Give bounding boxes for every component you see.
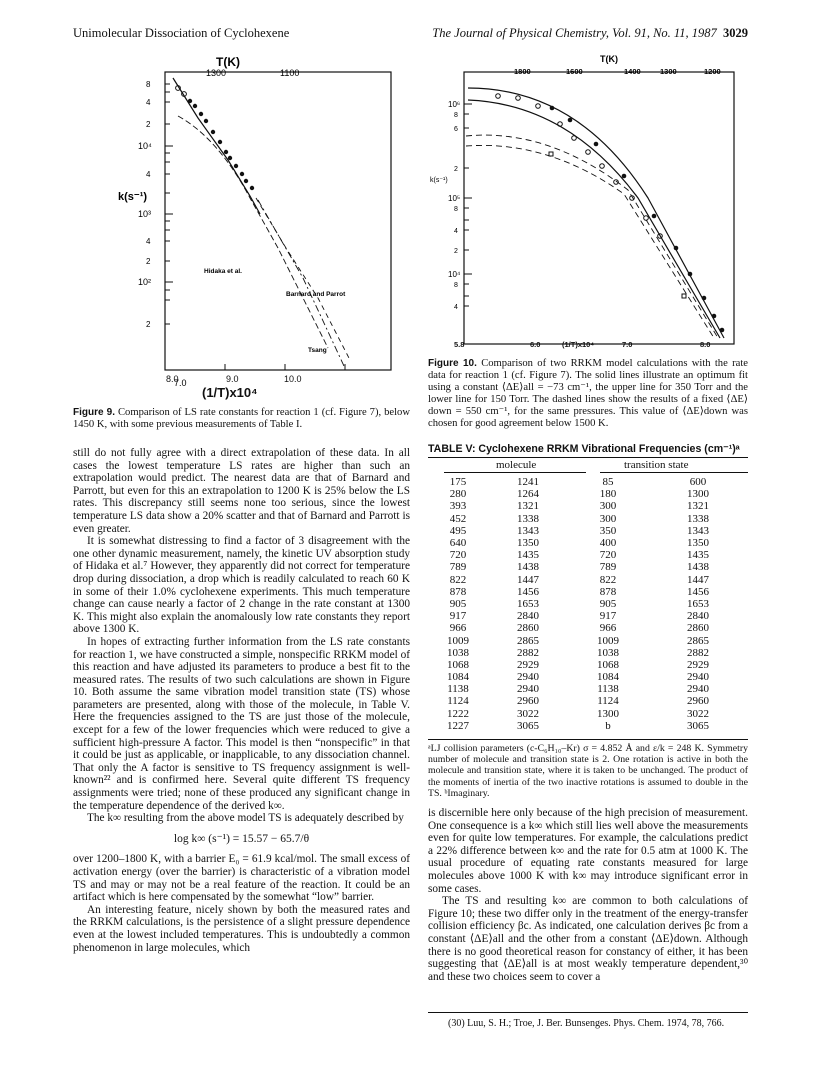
table-cell: 1456 bbox=[517, 585, 539, 598]
fig9-annotation-hidaka: Hidaka et al. bbox=[204, 268, 242, 275]
table-cell: 2940 bbox=[687, 683, 709, 696]
fig9-y-decade-3: 10³ bbox=[138, 209, 152, 219]
table-cell: 1653 bbox=[517, 597, 539, 610]
table-cell: 280 bbox=[449, 488, 467, 501]
table-cell: 1321 bbox=[687, 500, 709, 513]
fig9-y-tick-4c: 4 bbox=[146, 237, 151, 246]
fig10-top-tick-1200: 1200 bbox=[704, 67, 721, 76]
equation-kinf: log k∞ (s⁻¹) = 15.57 − 65.7/θ bbox=[173, 832, 310, 845]
table-cell: 1300 bbox=[687, 488, 709, 501]
table-cell: 393 bbox=[449, 500, 467, 513]
fig10-frame bbox=[464, 72, 734, 344]
fig9-y-tick-2: 2 bbox=[146, 120, 151, 129]
table-cell: 3022 bbox=[517, 707, 539, 720]
paragraph: still do not fully agree with a direct extrapolation of these data. In all cases the lowest temperature LS rates are higher than such an extrapolation would predict. The nearest data are that of Barnard and Parrott, but even for this an extrapolation to 1200 K is 25% below the LS rates. This discrepancy still seems none too serious, since the lowest temperature LS data show a 20% scatter and that of Barnard and Parrott is even greater. bbox=[73, 447, 410, 535]
table-cell: 1241 bbox=[517, 476, 539, 489]
table-header-molecule: molecule bbox=[496, 459, 537, 471]
table-cell: 2960 bbox=[687, 695, 709, 708]
table-cell: 720 bbox=[449, 549, 467, 562]
table-cell: 2940 bbox=[687, 671, 709, 684]
journal-citation: The Journal of Physical Chemistry, Vol. 91, No. 11, 1987 bbox=[432, 26, 717, 40]
table-row bbox=[428, 561, 748, 573]
table-cell: 640 bbox=[449, 537, 467, 550]
fig10-top-tick-1300: 1300 bbox=[660, 67, 677, 76]
table-cell: 1447 bbox=[517, 573, 539, 586]
right-column-text bbox=[428, 807, 748, 983]
table-row bbox=[428, 683, 748, 695]
table-cell: 1338 bbox=[687, 512, 709, 525]
table-cell: 1138 bbox=[597, 683, 619, 696]
table-cell: 2929 bbox=[517, 658, 539, 671]
table-cell: 2865 bbox=[687, 634, 709, 647]
table-cell: 720 bbox=[599, 549, 617, 562]
table-cell: 2865 bbox=[517, 634, 539, 647]
fig9-lines bbox=[173, 78, 350, 366]
table-row bbox=[428, 647, 748, 659]
table-cell: 917 bbox=[449, 610, 467, 623]
table-cell: 2860 bbox=[687, 622, 709, 635]
paragraph: It is somewhat distressing to find a factor of 3 disagreement with the one other dynamic measurement, namely, the kinetic UV absorption study of Hidaka et al.⁷ However, they apparently did not correct for temperature drop during dissociation, a drop which is readily calculated to reach 60 K in some of their 1.0% cyclohexene experiments. This much temperature change can cause nearly a factor of 2 change in the rate constant at 1300 K. This might also explain the anomalously low rate constants they report above 1300 K. bbox=[73, 535, 410, 636]
fig9-top-tick-1100: 1100 bbox=[280, 68, 300, 78]
running-header-title: Unimolecular Dissociation of Cyclohexene bbox=[73, 26, 290, 40]
fig10-y-tick-6: 6 bbox=[454, 126, 458, 133]
table-row bbox=[428, 500, 748, 512]
figure-10-caption bbox=[428, 358, 748, 430]
fig9-y-decade-2: 10² bbox=[138, 277, 152, 287]
table-5-rule-bottom bbox=[428, 739, 748, 740]
fig10-y-ticks bbox=[464, 104, 472, 306]
table-cell: 3065 bbox=[517, 719, 539, 732]
table-cell: 1084 bbox=[447, 671, 469, 684]
table-row bbox=[428, 708, 748, 720]
table-cell: 1343 bbox=[517, 524, 539, 537]
fig10-y-label: k(s⁻¹) bbox=[430, 177, 448, 184]
fig9-caption-label: Figure 9. bbox=[73, 407, 115, 418]
table-row bbox=[428, 671, 748, 683]
table-cell: 85 bbox=[602, 476, 614, 489]
table-cell: 905 bbox=[599, 597, 617, 610]
table-cell: 350 bbox=[599, 524, 617, 537]
table-cell: 1343 bbox=[687, 524, 709, 537]
fig9-annotation-tsang: Tsang bbox=[308, 347, 327, 354]
table-header-ts: transition state bbox=[624, 459, 689, 471]
table-cell: 1227 bbox=[447, 719, 469, 732]
fig10-x-tick-5: 5.8 bbox=[454, 340, 465, 349]
fig9-y-tick-2c: 2 bbox=[146, 257, 151, 266]
table-cell: 1068 bbox=[597, 658, 619, 671]
table-row bbox=[428, 537, 748, 549]
table-cell: 1300 bbox=[597, 707, 619, 720]
reference-rule bbox=[428, 1012, 748, 1013]
table-cell: 175 bbox=[449, 476, 467, 489]
fig10-x-tick-6: 6.0 bbox=[530, 340, 541, 349]
table-cell: 878 bbox=[449, 585, 467, 598]
table-cell: 1009 bbox=[597, 634, 619, 647]
fig10-y-tick-4c: 4 bbox=[454, 304, 458, 311]
table-row bbox=[428, 598, 748, 610]
reference-30: (30) Luu, S. H.; Troe, J. Ber. Bunsenges. Phys. Chem. 1974, 78, 766. bbox=[448, 1018, 725, 1029]
table-row bbox=[428, 525, 748, 537]
fig9-annotation-barnard: Barnard and Parrot bbox=[286, 291, 346, 298]
table-cell: 1124 bbox=[447, 695, 469, 708]
table-cell: 966 bbox=[449, 622, 467, 635]
table-5 bbox=[428, 476, 748, 732]
fig10-y-tick-4b: 4 bbox=[454, 228, 458, 235]
table-row bbox=[428, 586, 748, 598]
fig9-y-decade-4: 10⁴ bbox=[138, 141, 152, 151]
fig10-x-label: (1/T)x10⁴ bbox=[562, 340, 595, 349]
table-cell: 1456 bbox=[687, 585, 709, 598]
table-cell: 2840 bbox=[687, 610, 709, 623]
table-cell: 1038 bbox=[447, 646, 469, 659]
table-cell: 300 bbox=[599, 512, 617, 525]
table-cell: 1264 bbox=[517, 488, 539, 501]
fig9-top-axis-label: T(K) bbox=[216, 55, 240, 69]
table-cell: 1435 bbox=[687, 549, 709, 562]
running-header-journal bbox=[432, 26, 748, 41]
table-cell: 2929 bbox=[687, 658, 709, 671]
fig10-y-decade-6: 10⁶ bbox=[448, 100, 461, 109]
fig9-y-label: k(s⁻¹) bbox=[118, 191, 148, 203]
table-cell: b bbox=[605, 719, 611, 732]
fig10-x-tick-8: 8.0 bbox=[700, 340, 711, 349]
table-row bbox=[428, 488, 748, 500]
table-cell: 300 bbox=[599, 500, 617, 513]
table-cell: 2860 bbox=[517, 622, 539, 635]
table-cell: 2882 bbox=[517, 646, 539, 659]
table-cell: 1084 bbox=[597, 671, 619, 684]
paragraph: The TS and resulting k∞ are common to both calculations of Figure 10; these two differ only in the treatment of the energy-transfer collision efficiency βc. As indicated, one calculation derives βc from a constant ⟨ΔE⟩all and the other from a constant ⟨ΔE⟩down. Although there is no good theoretical reason for constancy of either, it has been suggesting that ⟨ΔE⟩all is at most weakly temperature dependent,³⁰ and these two choices seem to cover a bbox=[428, 895, 748, 983]
fig10-y-tick-8b: 8 bbox=[454, 206, 458, 213]
table-cell: 1653 bbox=[687, 597, 709, 610]
table-cell: 789 bbox=[449, 561, 467, 574]
table-cell: 1038 bbox=[597, 646, 619, 659]
paragraph: The k∞ resulting from the above model TS is adequately described by bbox=[87, 812, 404, 825]
fig10-y-decade-4: 10⁴ bbox=[448, 270, 461, 279]
fig10-y-decade-5: 10⁵ bbox=[448, 194, 461, 203]
table-cell: 789 bbox=[599, 561, 617, 574]
fig10-top-tick-1600: 1600 bbox=[566, 67, 583, 76]
fig9-y-tick-4: 4 bbox=[146, 98, 151, 107]
table-cell: 3065 bbox=[687, 719, 709, 732]
left-column-text bbox=[73, 447, 410, 954]
table-cell: 3022 bbox=[687, 707, 709, 720]
table-cell: 1435 bbox=[517, 549, 539, 562]
fig10-y-tick-2b: 2 bbox=[454, 248, 458, 255]
table-cell: 1350 bbox=[687, 537, 709, 550]
table-cell: 1338 bbox=[517, 512, 539, 525]
paragraph: is discernible here only because of the high precision of measurement. One consequence is a k∞ which still lies well above the measurements even for quite low temperatures. For example, the calculations predict a 22% difference between k∞ and the rate for 0.5 atm at 1000 K. The usual procedure of equating rate constants measured for large molecules above 1000 K with k∞ may introduce significant error in some cases. bbox=[428, 807, 748, 895]
table-row bbox=[428, 622, 748, 634]
fig10-caption-label: Figure 10. bbox=[428, 358, 477, 369]
table-cell: 1438 bbox=[517, 561, 539, 574]
figure-9-caption bbox=[73, 407, 410, 431]
table-cell: 822 bbox=[599, 573, 617, 586]
fig10-top-tick-1800: 1800 bbox=[514, 67, 531, 76]
table-cell: 2940 bbox=[517, 671, 539, 684]
paragraph: over 1200–1800 K, with a barrier E₀ = 61.9 kcal/mol. The small excess of activation energy (over the barrier) is characteristic of a vibration model TS and may or may not be a real feature of the reaction. It could be an artifact which is here compensated by the somewhat “low” barrier. bbox=[73, 853, 410, 904]
paragraph: In hopes of extracting further information from the LS rate constants for reaction 1, we have constructed a simple, nonspecific RRKM model of this reaction and have adjusted its parameters to produce a best fit to the measured rates. The results of two such calculations are shown in Figure 10. Both assume the same vibration model transition state (TS) whose parameters are presented, along with those of the molecule, in Table V. Here the frequencies assigned to the TS are just those of the molecule, except for a few of the lower frequencies which were reduced to give a sufficient high-pressure A factor. This model is then “nonspecific” in that it could be just as applicable, or inapplicable, to any dissociation channel. That only the A factor is sensitive to TS frequency assignment is well-known²² and is confirmed here. Several quite different TS frequency assignments were tried; none of these produced any significant change in the temperature dependence of the derived k∞. bbox=[73, 635, 410, 812]
fig9-x-tick-9: 9.0 bbox=[226, 374, 239, 384]
table-row bbox=[428, 574, 748, 586]
table-cell: 1222 bbox=[447, 707, 469, 720]
table-5-rule-molecule bbox=[444, 472, 586, 473]
table-row bbox=[428, 634, 748, 646]
table-row bbox=[428, 513, 748, 525]
fig10-caption-text: Comparison of two RRKM model calculations with the rate data for reaction 1 (cf. Figure 7). The solid lines illustrate an optimum fit using a constant ⟨ΔE⟩all = −73 cm⁻¹, the upper line for 350 Torr and the lower line for 150 Torr. The dashed lines show the results of a fixed ⟨ΔE⟩down = 550 cm⁻¹, for the same pressures. This value of ⟨ΔE⟩down was chosen for good agreement below 1500 K. bbox=[428, 358, 748, 429]
table-cell: 1009 bbox=[447, 634, 469, 647]
table-cell: 2960 bbox=[517, 695, 539, 708]
table-cell: 878 bbox=[599, 585, 617, 598]
table-row bbox=[428, 720, 748, 732]
table-row bbox=[428, 695, 748, 707]
fig10-top-axis-label: T(K) bbox=[600, 54, 618, 64]
table-row bbox=[428, 610, 748, 622]
fig9-x-tick-7: 7.0 bbox=[174, 378, 187, 388]
table-cell: 1138 bbox=[447, 683, 469, 696]
figure-10-plot bbox=[428, 48, 746, 354]
table-cell: 495 bbox=[449, 524, 467, 537]
fig10-curves bbox=[466, 88, 724, 338]
table-cell: 822 bbox=[449, 573, 467, 586]
fig10-y-tick-8: 8 bbox=[454, 112, 458, 119]
table-5-rule-ts bbox=[600, 472, 748, 473]
table-cell: 1438 bbox=[687, 561, 709, 574]
table-cell: 1321 bbox=[517, 500, 539, 513]
table-cell: 966 bbox=[599, 622, 617, 635]
fig9-y-tick-8: 8 bbox=[146, 80, 151, 89]
table-cell: 2882 bbox=[687, 646, 709, 659]
table-cell: 452 bbox=[449, 512, 467, 525]
table-cell: 1068 bbox=[447, 658, 469, 671]
fig10-y-tick-8c: 8 bbox=[454, 282, 458, 289]
fig9-frame bbox=[165, 72, 391, 370]
fig9-y-tick-2d: 2 bbox=[146, 320, 151, 329]
table-cell: 1447 bbox=[687, 573, 709, 586]
fig9-top-tick-1300: 1300 bbox=[206, 68, 227, 78]
table-row bbox=[428, 549, 748, 561]
fig10-data-points bbox=[496, 94, 725, 333]
table-5-footnote: ᵃLJ collision parameters (c-C₆H₁₀–Kr) σ = 4.852 Å and ε/k = 248 K. Symmetry number of molecule and transition state is 2. One rotation is active in both the molecule and transition state, where it is taken to be unchanged. The product of the moments of inertia of the two inactive rotations is assumed to double in the TS. ᵇImaginary. bbox=[428, 743, 748, 799]
fig10-top-tick-1400: 1400 bbox=[624, 67, 641, 76]
fig10-y-tick-2: 2 bbox=[454, 166, 458, 173]
table-row bbox=[428, 476, 748, 488]
table-cell: 917 bbox=[599, 610, 617, 623]
table-cell: 400 bbox=[599, 537, 617, 550]
table-cell: 2840 bbox=[517, 610, 539, 623]
table-5-rule-top bbox=[428, 457, 748, 458]
table-cell: 600 bbox=[689, 476, 707, 489]
fig9-y-tick-4b: 4 bbox=[146, 170, 151, 179]
table-5-title: TABLE V: Cyclohexene RRKM Vibrational Frequencies (cm⁻¹)ᵃ bbox=[428, 443, 740, 455]
table-cell: 905 bbox=[449, 597, 467, 610]
paragraph: An interesting feature, nicely shown by both the measured rates and the RRKM calculations, is the persistence of a slight pressure dependence even at the lowest included temperatures. This is undoubtedly a common phenomenon in large molecules, which bbox=[73, 903, 410, 954]
fig10-x-tick-7: 7.0 bbox=[622, 340, 633, 349]
fig9-x-tick-8: 8.0 bbox=[166, 374, 179, 384]
fig9-x-label: (1/T)x10⁴ bbox=[202, 385, 258, 400]
table-cell: 1350 bbox=[517, 537, 539, 550]
fig9-x-tick-10: 10.0 bbox=[284, 374, 302, 384]
table-row bbox=[428, 659, 748, 671]
page-number: 3029 bbox=[723, 26, 748, 40]
fig9-caption-text: Comparison of LS rate constants for reaction 1 (cf. Figure 7), below 1450 K, with some previous measurements of Table I. bbox=[73, 407, 410, 430]
table-cell: 1124 bbox=[597, 695, 619, 708]
table-cell: 180 bbox=[599, 488, 617, 501]
table-cell: 2940 bbox=[517, 683, 539, 696]
